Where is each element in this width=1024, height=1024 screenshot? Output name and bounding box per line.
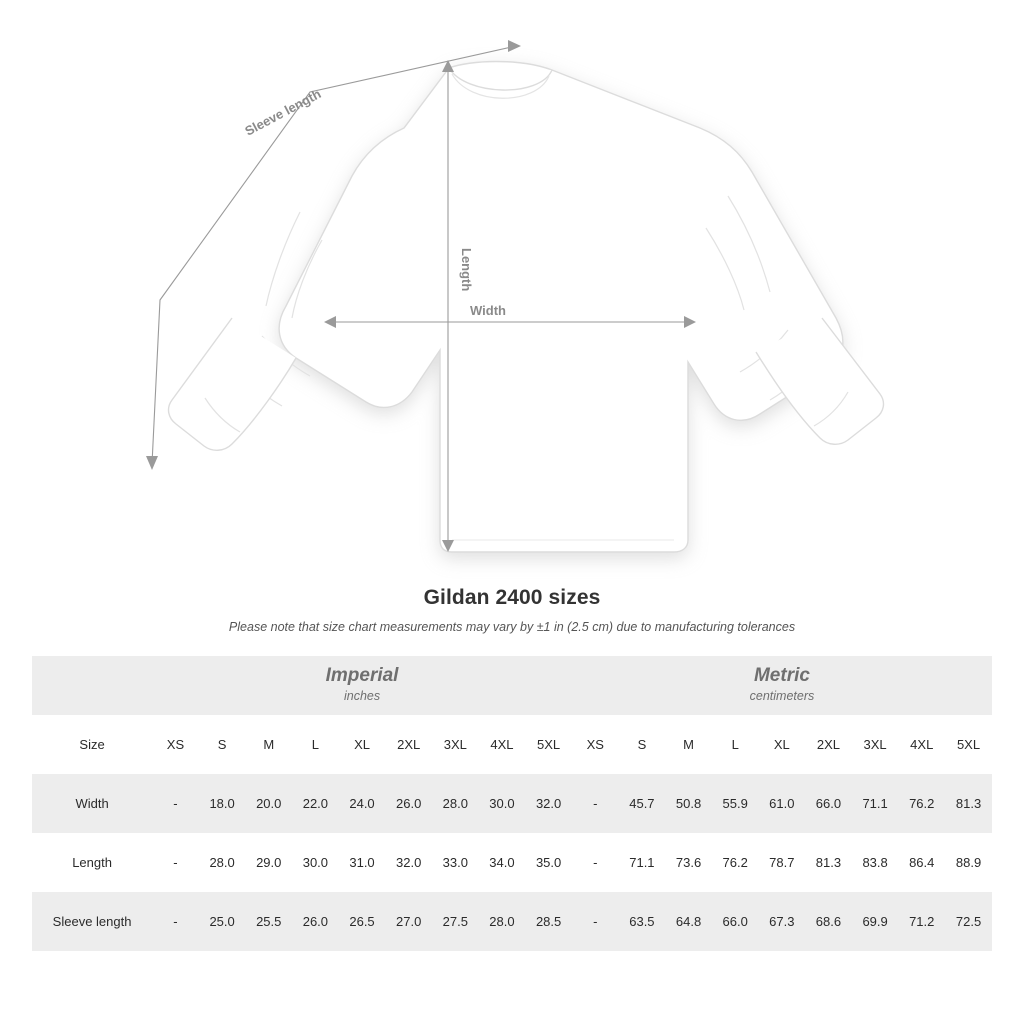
cell-sleeve-imperial-3xl: 27.5 <box>432 892 479 951</box>
cell-width-metric-5xl: 81.3 <box>945 774 992 833</box>
cell-sleeve-metric-5xl: 72.5 <box>945 892 992 951</box>
cell-length-imperial-3xl: 33.0 <box>432 833 479 892</box>
cell-length-metric-s: 71.1 <box>619 833 666 892</box>
cell-width-metric-xs: - <box>572 774 619 833</box>
cell-length-imperial-2xl: 32.0 <box>385 833 432 892</box>
unit-sub-metric: centimeters <box>749 689 815 704</box>
row-label-length: Length <box>32 833 152 892</box>
tolerance-note: Please note that size chart measurements may vary by ±1 in (2.5 cm) due to manufacturing tolerances <box>228 620 796 634</box>
cell-width-imperial-l: 22.0 <box>292 774 339 833</box>
page-title: Gildan 2400 sizes <box>423 586 601 609</box>
width-label: Width <box>470 303 506 318</box>
cell-sleeve-imperial-5xl: 28.5 <box>525 892 572 951</box>
cell-length-metric-xs: - <box>572 833 619 892</box>
size-header-metric-xs: XS <box>572 715 619 774</box>
size-header-imperial-s: S <box>199 715 246 774</box>
table-row <box>32 774 992 833</box>
cell-length-imperial-5xl: 35.0 <box>525 833 572 892</box>
shirt-shape <box>279 62 843 553</box>
cell-sleeve-imperial-xl: 26.5 <box>339 892 386 951</box>
cell-width-imperial-2xl: 26.0 <box>385 774 432 833</box>
size-table-wrapper <box>32 656 992 951</box>
table-row <box>32 892 992 951</box>
cell-width-metric-4xl: 76.2 <box>898 774 945 833</box>
cell-length-metric-xl: 78.7 <box>759 833 806 892</box>
cell-sleeve-metric-4xl: 71.2 <box>898 892 945 951</box>
sleeve-arrow-top <box>508 40 521 52</box>
cell-width-imperial-3xl: 28.0 <box>432 774 479 833</box>
cell-length-metric-2xl: 81.3 <box>805 833 852 892</box>
cell-sleeve-imperial-2xl: 27.0 <box>385 892 432 951</box>
left-sleeve <box>169 318 296 450</box>
cell-sleeve-metric-xs: - <box>572 892 619 951</box>
cell-sleeve-metric-l: 66.0 <box>712 892 759 951</box>
cell-width-metric-2xl: 66.0 <box>805 774 852 833</box>
size-header-metric-xl: XL <box>759 715 806 774</box>
size-header-row <box>32 715 992 774</box>
cell-width-imperial-xl: 24.0 <box>339 774 386 833</box>
size-header-metric-2xl: 2XL <box>805 715 852 774</box>
cell-sleeve-imperial-m: 25.5 <box>245 892 292 951</box>
unit-name-imperial: Imperial <box>325 664 399 686</box>
cell-width-imperial-m: 20.0 <box>245 774 292 833</box>
size-header-imperial-m: M <box>245 715 292 774</box>
size-header-metric-s: S <box>619 715 666 774</box>
table-row <box>32 833 992 892</box>
cell-sleeve-imperial-l: 26.0 <box>292 892 339 951</box>
unit-header-row <box>32 656 992 715</box>
size-header-metric-4xl: 4XL <box>898 715 945 774</box>
size-table <box>32 656 992 951</box>
cell-width-metric-m: 50.8 <box>665 774 712 833</box>
cell-length-metric-m: 73.6 <box>665 833 712 892</box>
cell-length-imperial-xs: - <box>152 833 199 892</box>
cell-width-metric-xl: 61.0 <box>759 774 806 833</box>
cell-width-imperial-xs: - <box>152 774 199 833</box>
cell-sleeve-metric-2xl: 68.6 <box>805 892 852 951</box>
cell-width-metric-l: 55.9 <box>712 774 759 833</box>
size-header-metric-5xl: 5XL <box>945 715 992 774</box>
cell-length-imperial-4xl: 34.0 <box>479 833 526 892</box>
cell-length-metric-3xl: 83.8 <box>852 833 899 892</box>
size-header-imperial-l: L <box>292 715 339 774</box>
cell-length-metric-l: 76.2 <box>712 833 759 892</box>
sleeve-length-label: Sleeve length <box>242 86 324 139</box>
cell-length-metric-4xl: 86.4 <box>898 833 945 892</box>
cell-width-imperial-s: 18.0 <box>199 774 246 833</box>
cell-length-imperial-l: 30.0 <box>292 833 339 892</box>
cell-width-metric-3xl: 71.1 <box>852 774 899 833</box>
cell-length-imperial-s: 28.0 <box>199 833 246 892</box>
unit-header-metric <box>572 656 992 715</box>
cell-width-imperial-5xl: 32.0 <box>525 774 572 833</box>
size-header-label: Size <box>32 715 152 774</box>
cell-length-imperial-xl: 31.0 <box>339 833 386 892</box>
cell-length-imperial-m: 29.0 <box>245 833 292 892</box>
size-header-imperial-3xl: 3XL <box>432 715 479 774</box>
size-header-metric-3xl: 3XL <box>852 715 899 774</box>
cell-sleeve-imperial-xs: - <box>152 892 199 951</box>
cell-length-metric-5xl: 88.9 <box>945 833 992 892</box>
cell-width-metric-s: 45.7 <box>619 774 666 833</box>
size-header-metric-m: M <box>665 715 712 774</box>
cell-sleeve-metric-m: 64.8 <box>665 892 712 951</box>
cell-sleeve-imperial-4xl: 28.0 <box>479 892 526 951</box>
size-header-imperial-4xl: 4XL <box>479 715 526 774</box>
row-label-sleeve-length: Sleeve length <box>32 892 152 951</box>
size-header-imperial-xs: XS <box>152 715 199 774</box>
row-label-width: Width <box>32 774 152 833</box>
unit-header-imperial <box>152 656 572 715</box>
cell-width-imperial-4xl: 30.0 <box>479 774 526 833</box>
size-header-imperial-xl: XL <box>339 715 386 774</box>
size-header-metric-l: L <box>712 715 759 774</box>
cell-sleeve-metric-s: 63.5 <box>619 892 666 951</box>
cell-sleeve-metric-xl: 67.3 <box>759 892 806 951</box>
length-label: Length <box>459 248 474 292</box>
cell-sleeve-metric-3xl: 69.9 <box>852 892 899 951</box>
unit-sub-imperial: inches <box>343 689 381 704</box>
cell-sleeve-imperial-s: 25.0 <box>199 892 246 951</box>
unit-header-spacer <box>32 656 152 715</box>
sleeve-arrow-bottom <box>146 456 158 470</box>
size-header-imperial-2xl: 2XL <box>385 715 432 774</box>
unit-name-metric: Metric <box>753 664 810 686</box>
size-header-imperial-5xl: 5XL <box>525 715 572 774</box>
